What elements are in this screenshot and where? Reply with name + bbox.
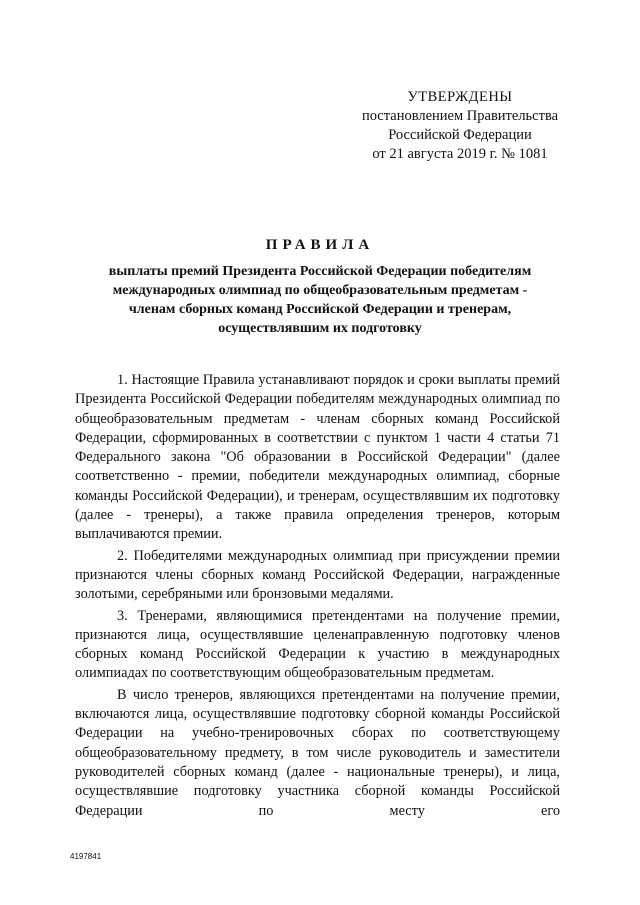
- paragraph-3: 3. Тренерами, являющимися претендентами на получение премии, признаются лица, осуществлявшие целенаправленную подготовку членов сборных команд Российской Федерации к участию в международных олимпиадах по соответствующим общеобразовательным предметам.: [75, 607, 560, 682]
- subtitle-line-2: международных олимпиад по общеобразовательным предметам -: [112, 283, 528, 298]
- approval-line-3: от 21 августа 2019 г. № 1081: [372, 146, 548, 162]
- approval-line-1: постановлением Правительства: [361, 108, 559, 124]
- approval-block: [330, 88, 590, 164]
- paragraph-1: 1. Настоящие Правила устанавливают порядок и сроки выплаты премий Президента Российской Федерации победителям международных олимпиад по общеобразовательным предметам - членам сборных команд Российской Федерации, сформированных в соответствии с пунктом 1 части 4 статьи 71 Федерального закона "Об образовании в Российской Федерации" (далее соответственно - премии, победители международных олимпиад, сборные команды Российской Федерации), и тренерам, осуществлявшим их подготовку (далее - тренеры), а также правила определения тренеров, которым выплачиваются премии.: [75, 372, 560, 543]
- subtitle-line-3: членам сборных команд Российской Федерации и тренерам,: [128, 302, 512, 317]
- subtitle-line-1: выплаты премий Президента Российской Федерации победителям: [108, 264, 532, 279]
- paragraph-2: 2. Победителями международных олимпиад при присуждении премии признаются члены сборных команд Российской Федерации, награжденные золотыми, серебряными или бронзовыми медалями.: [75, 547, 560, 603]
- document-title: ПРАВИЛА: [265, 237, 375, 253]
- subtitle-line-4: осуществлявшим их подготовку: [218, 321, 422, 336]
- document-subtitle: [75, 262, 565, 338]
- document-code: 4197841: [70, 852, 102, 861]
- approval-line-2: Российской Федерации: [388, 127, 532, 143]
- paragraph-4: В число тренеров, являющихся претендентами на получение премии, включаются лица, осуществлявшие подготовку сборной команды Российской Федерации на учебно-тренировочных сборах по соответствующему общеобразовательному предмету, в том числе руководитель и заместители руководителей сборных команд (далее - национальные тренеры), и лица, осуществлявшие подготовку участника сборной команды Российской Федерации по месту его: [75, 686, 560, 819]
- approval-heading: УТВЕРЖДЕНЫ: [407, 89, 513, 105]
- document-body: [75, 371, 560, 823]
